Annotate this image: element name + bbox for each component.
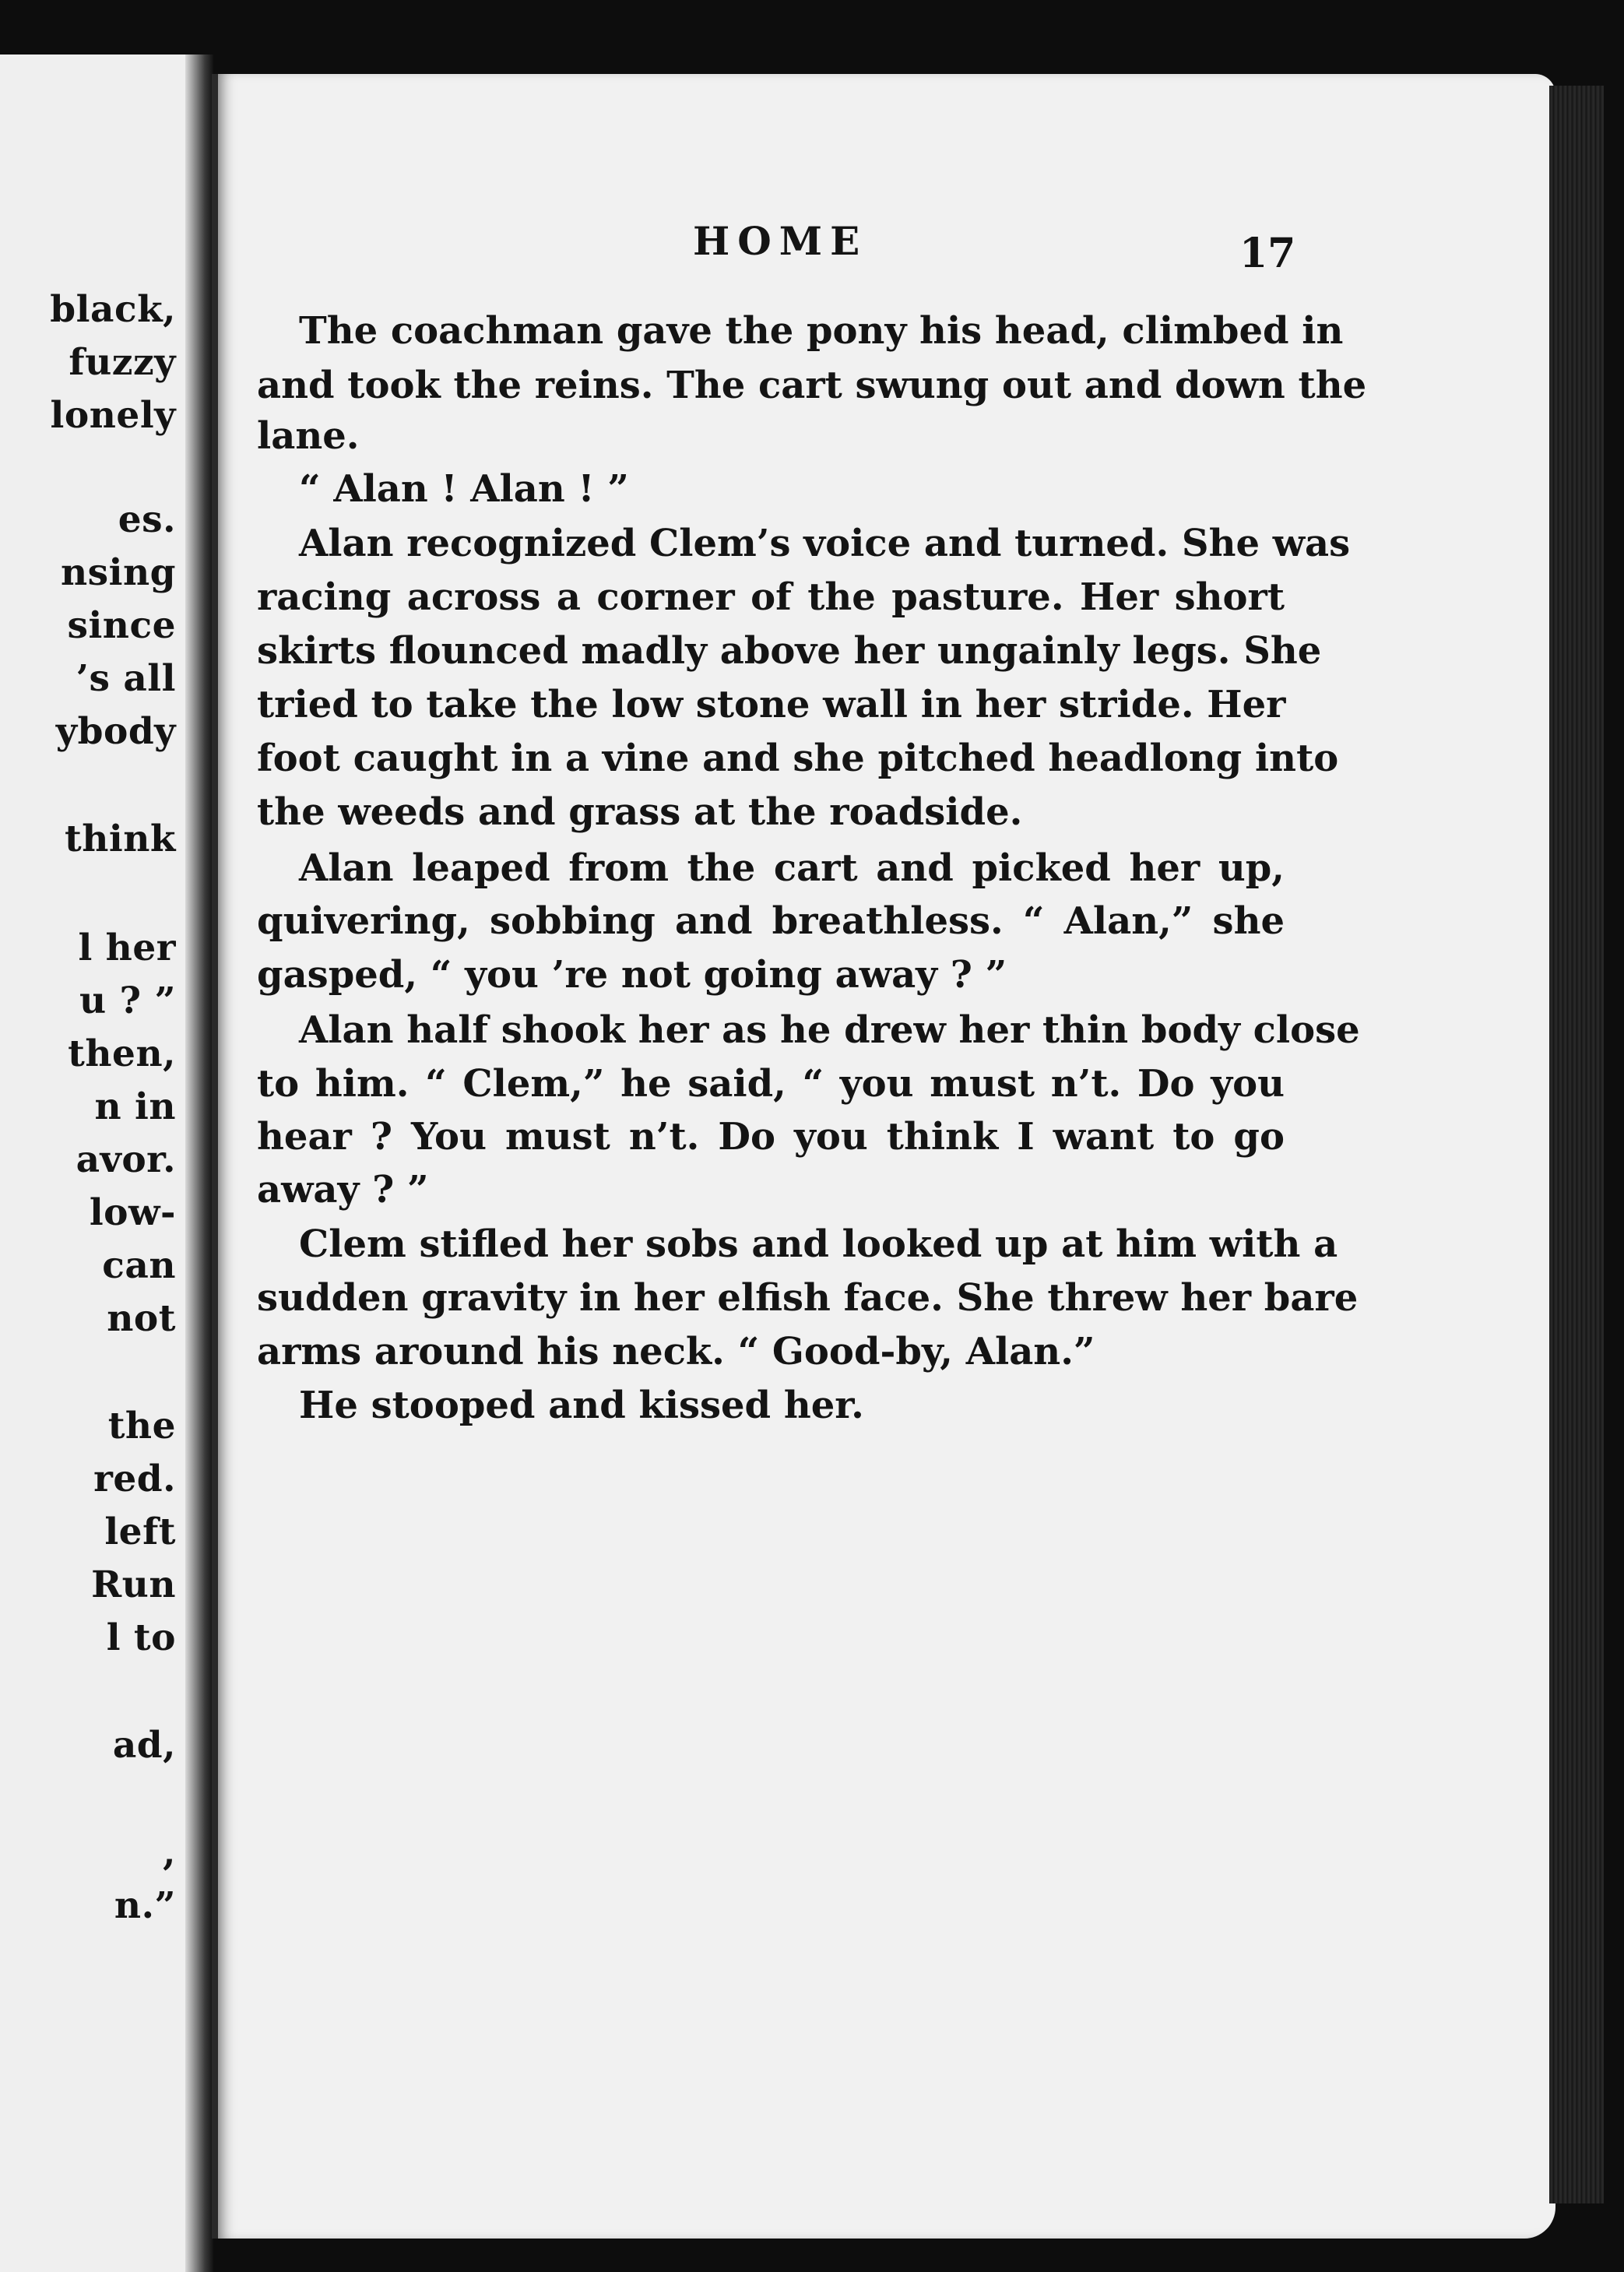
left-page-line: fuzzy: [69, 341, 176, 384]
body-text-line: arms around his neck. “ Good-by, Alan.”: [257, 1330, 1095, 1373]
body-text-line: sudden gravity in her elfish face. She threw her bare: [257, 1276, 1359, 1320]
body-text-line: hear ? You must n’t. Do you think I want to go: [257, 1115, 1285, 1159]
body-text-line: Alan leaped from the cart and picked her up,: [299, 846, 1285, 890]
left-page-line: then,: [68, 1032, 176, 1075]
left-page-line: l to: [106, 1616, 176, 1659]
body-text-line: He stooped and kissed her.: [299, 1384, 864, 1427]
body-text-line: away ? ”: [257, 1168, 429, 1212]
left-page-line: n.”: [114, 1884, 176, 1927]
body-text-line: Alan recognized Clem’s voice and turned. She was: [299, 522, 1351, 565]
left-page-line: ’s all: [76, 657, 176, 700]
page-stack-edge: [1549, 86, 1604, 2203]
running-head: HOME: [693, 218, 868, 264]
left-page-line: left: [104, 1511, 176, 1553]
body-text-line: skirts flounced madly above her ungainly legs. She: [257, 629, 1322, 673]
body-text-line: to him. “ Clem,” he said, “ you must n’t. Do you: [257, 1062, 1285, 1106]
left-page-line: u ? ”: [79, 979, 176, 1022]
left-page-line: n in: [94, 1085, 176, 1128]
body-text-line: quivering, sobbing and breathless. “ Alan,” she: [257, 899, 1285, 943]
body-text-line: tried to take the low stone wall in her stride. Her: [257, 683, 1286, 726]
left-page-line: ybody: [55, 710, 176, 753]
body-text-line: racing across a corner of the pasture. Her short: [257, 575, 1285, 619]
left-page-line: l her: [78, 927, 176, 969]
left-page-line: ,: [163, 1831, 176, 1874]
left-page-line: the: [107, 1405, 176, 1447]
left-page-line: Run: [91, 1563, 176, 1606]
left-page-line: red.: [93, 1458, 176, 1500]
left-page-line: not: [107, 1297, 176, 1340]
body-text-line: The coachman gave the pony his head, climbed in: [299, 309, 1344, 353]
body-text-line: Alan half shook her as he drew her thin body close: [299, 1008, 1360, 1052]
book-gutter: [185, 55, 213, 2272]
body-text-line: “ Alan ! Alan ! ”: [299, 467, 629, 511]
left-page-line: avor.: [76, 1138, 176, 1181]
left-page-line: ad,: [112, 1724, 176, 1767]
body-text-line: the weeds and grass at the roadside.: [257, 790, 1023, 834]
left-page-line: lonely: [50, 394, 176, 437]
left-page-line: nsing: [60, 551, 176, 594]
body-text-line: gasped, “ you ’re not going away ? ”: [257, 953, 1007, 997]
left-page-line: black,: [50, 288, 176, 331]
body-text-line: and took the reins. The cart swung out and down the: [257, 364, 1367, 407]
left-page-line: can: [102, 1244, 176, 1287]
left-page-line: since: [67, 604, 176, 647]
body-text-line: lane.: [257, 414, 360, 458]
left-facing-page: [0, 55, 196, 2272]
left-page-line: think: [65, 818, 176, 860]
left-page-line: low-: [89, 1191, 176, 1234]
page-number: 17: [1239, 230, 1296, 277]
body-text-line: foot caught in a vine and she pitched headlong into: [257, 737, 1339, 780]
left-page-line: es.: [118, 498, 176, 541]
body-text-line: Clem stifled her sobs and looked up at him with a: [299, 1222, 1338, 1266]
